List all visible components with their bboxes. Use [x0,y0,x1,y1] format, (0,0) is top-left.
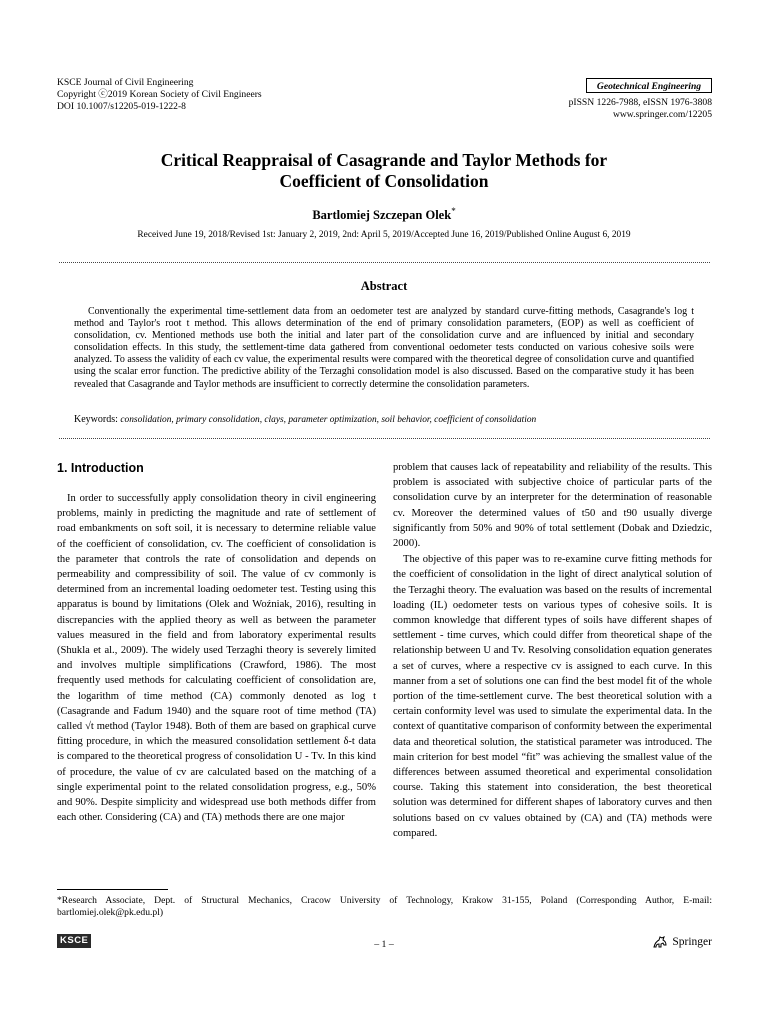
paragraph: In order to successfully apply consolidation theory in civil engineering problems, mainly in predicting the magnitude and rate of settlement of road embankments on soft soil, it is necessary to determine reliable value of the coefficient of consolidation, cv. The coefficient of consolidation is the parameter that controls the rate of consolidation and depends on permeability and compressibility of soil. The value of cv commonly is determined from an incremental loading oedometer test. Testing using this apparatus is bound by limitations (Olek and Woźniak, 2016), resulting in discrepancies with the applied theory as well as between the parameter values measured in the field and from laboratory experimental results (Shukla et al., 2009). The widely used Terzaghi theory is severely limited and involves multiple simplifications (Crawford, 1986). The most frequently used methods for calculating coefficient of consolidation are, the logarithm of time method (CA) commonly denoted as log t (Casagrande and Fadum 1940) and the square root of time method (TA) called √t method (Taylor 1948). Both of them are based on graphical curve fitting procedure, in which the measured consolidation settlement δ-t data is compared to the theoretical progress of consolidation U - Tv. In this kind of procedure, the value of cv are calculated based on the matching of a single experimental point to the related consolidation progress, e.g., 50% and 90%. Despite simplicity and widespread use both methods differ from each other. Considering (CA) and (TA) methods there are one major [57,493,376,824]
right-column [393,460,712,841]
issn-line: pISSN 1226-7988, eISSN 1976-3808 [568,97,712,108]
title-line-1: Critical Reappraisal of Casagrande and Taylor Methods for [160,150,608,170]
springer-horse-icon [652,935,668,949]
doi-line: DOI 10.1007/s12205-019-1222-8 [57,101,186,113]
author-name: Bartlomiej Szczepan Olek [312,208,452,223]
ksce-logo [57,934,91,948]
abstract-heading: Abstract [360,279,408,293]
issn-block [569,97,712,121]
keywords-line [74,414,694,426]
ksce-logo-text: KSCE [57,934,91,948]
springer-logo [652,935,712,949]
title-line-2: Coefficient of Consolidation [279,171,489,191]
page-number: – 1 – [374,939,394,950]
paragraph-continued: problem that causes lack of repeatability and reliability of the results. This problem is associated with subjective choice of particular parts of the consolidation curve by an interpreter for the determination of reasonable cv. Moreover the determined values of t50 and t90 usually diverge significantly from 50% and 90% of total settlement (Dobak and Dziedzic, 2000). [393,462,712,550]
paragraph: The objective of this paper was to re-examine curve fitting methods for the coefficient of consolidation in the light of direct analytical solution of the Terzaghi theory. The evaluation was based on the results of incremental loading (IL) oedometer tests on various types of cohesive soils. It is common knowledge that different types of soils have different shapes of settlement - time curves, which could differ from theoretical shape of the relationship between U and Tv. Resolving consolidation equation generates a set of curves, where a respective cv is assigned to each curve. In this manner from a set of solutions one can find the best model fit of the whole portion of the time-settlement curve. The best theoretical solution with a certain conformity level was used to simulate the experimental data. In the context of quantitative comparison of conformity between the experimental data and theoretical solution, the statistical parameter was introduced. The main criterion for best model “fit” was achieving the smallest value of the differences between assumed theoretical and experimental consolidation course. Taking this statement into consideration, the best theoretical solution was determined for different shapes of laboratory curves and then solutions based on cv values obtained by (CA) and (TA) methods were compared. [393,554,712,839]
abstract-text: Conventionally the experimental time-settlement data from an oedometer test are analyzed by standard curve-fitting methods, Casagrande's log t method and Taylor's root t method. This allows determination of the end of primary consolidation parameters, (EOP) as well as coefficient of consolidation, cv. Mentioned methods use both the initial and later part of the consolidation curve and are influenced by initial and secondary consolidation effects. In this study, the settlement-time data gathered from conventional oedometer tests conducted on various cohesive soils were analyzed. To assess the validity of each cv value, the experimental results were compared with the theoretical degree of consolidation curve and quantified using the scalar error function. The predictive ability of the Terzaghi consolidation model is also discussed. Based on the comparative study it has been revealed that Casagrande and Taylor methods are insufficient to correctly determine the consolidation parameters. [74,306,694,390]
author-footnote: *Research Associate, Dept. of Structural Mechanics, Cracow University of Technology, Krakow 31-155, Poland (Corresponding Author, E-mail: bartlomiej.olek@pk.edu.pl) [57,895,712,918]
keywords-values: consolidation, primary consolidation, clays, parameter optimization, soil behavior, coefficient of consolidation [120,415,537,425]
section-heading: 1. Introduction [57,461,144,475]
footnote-rule [57,889,168,890]
journal-header [57,77,262,114]
author-line [60,206,708,223]
paper-title [60,150,708,192]
divider-bottom [59,438,710,439]
keywords-label: Keywords: [74,414,118,425]
divider-top [59,262,710,263]
springer-url[interactable]: www.springer.com/12205 [612,109,712,121]
springer-label: Springer [672,936,712,948]
author-mark: * [451,206,456,216]
left-column [57,491,376,825]
copyright-line: Copyright ⓒ2019 Korean Society of Civil Engineers [57,89,262,101]
section-box: Geotechnical Engineering [586,78,712,93]
publication-dates: Received June 19, 2018/Revised 1st: January 2, 2019, 2nd: April 5, 2019/Accepted June 16, 2019/Published Online August 6, 2019 [137,230,631,240]
journal-name: KSCE Journal of Civil Engineering [57,77,194,88]
